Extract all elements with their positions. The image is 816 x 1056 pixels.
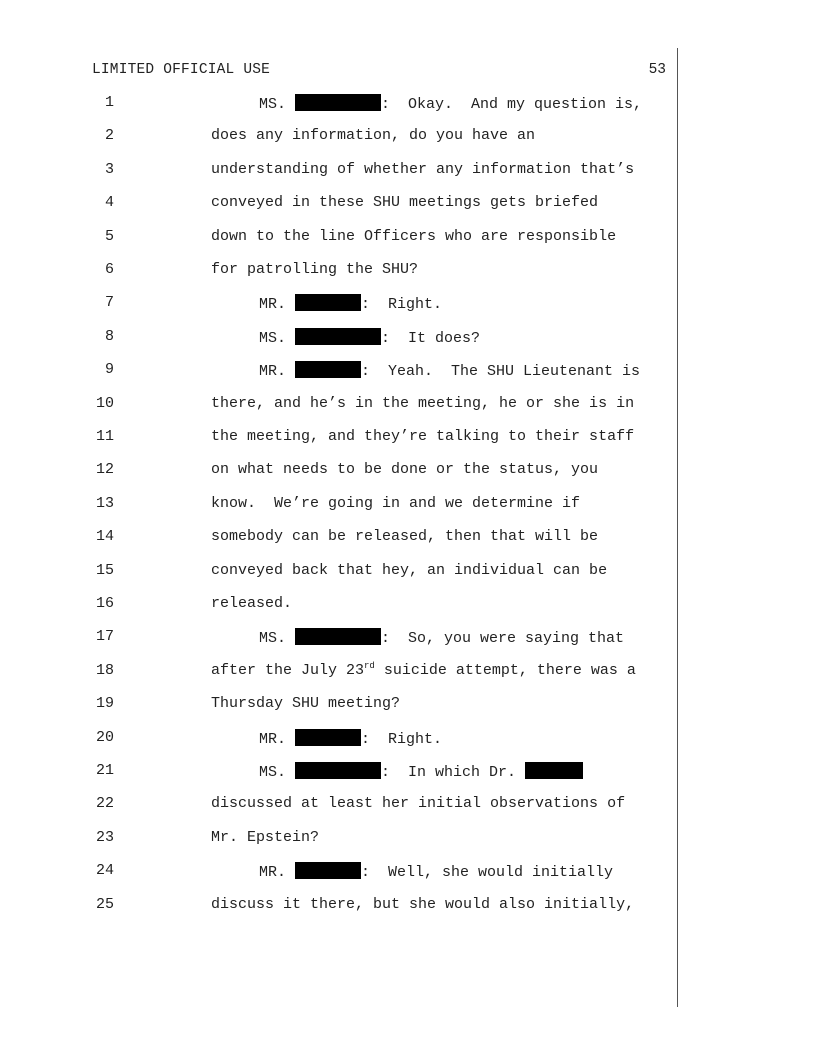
text-segment: know. We’re going in and we determine if	[211, 494, 581, 512]
redaction-box	[295, 729, 361, 746]
redaction-box	[295, 361, 361, 378]
line-number: 21	[95, 762, 114, 779]
line-text	[211, 228, 616, 245]
text-segment: : So, you were saying that	[381, 630, 625, 648]
line-number: 16	[95, 595, 114, 612]
line-text	[211, 595, 292, 612]
text-segment: MR.	[259, 363, 296, 381]
transcript-line	[0, 94, 816, 116]
text-segment: released.	[211, 595, 293, 612]
transcript-line	[0, 228, 816, 250]
line-number: 9	[104, 361, 114, 379]
line-number: 20	[95, 728, 114, 746]
redaction-box	[295, 328, 381, 345]
line-number: 22	[95, 795, 114, 813]
transcript-line	[0, 896, 816, 918]
transcript-line	[0, 729, 816, 751]
text-segment: suicide attempt, there was a	[374, 661, 636, 679]
line-text	[211, 896, 634, 913]
text-segment: understanding of whether any information that’s	[211, 160, 635, 178]
text-segment: : Well, she would initially	[361, 864, 614, 882]
transcript-line	[0, 528, 816, 550]
text-segment: after the July 23	[211, 661, 365, 679]
text-segment: there, and he’s in the meeting, he or she is in	[211, 394, 635, 412]
line-text	[211, 127, 535, 144]
text-segment: : Right.	[361, 730, 443, 748]
transcript-line	[0, 161, 816, 183]
line-number: 7	[104, 294, 114, 312]
line-text	[211, 695, 400, 712]
line-number: 15	[95, 561, 114, 579]
line-number: 14	[95, 528, 114, 546]
classification-header: LIMITED OFFICIAL USE	[92, 62, 271, 78]
line-text	[211, 495, 580, 512]
text-segment: discuss it there, but she would also initially,	[211, 895, 635, 913]
line-number: 1	[104, 94, 114, 111]
text-segment: discussed at least her initial observations of	[211, 795, 626, 813]
transcript-line	[0, 428, 816, 450]
text-segment: does any information, do you have an	[211, 127, 536, 145]
page-number: 53	[648, 62, 666, 78]
line-text	[259, 628, 624, 647]
transcript-line	[0, 562, 816, 584]
line-number: 8	[104, 327, 114, 345]
line-number: 19	[95, 695, 114, 713]
text-segment: MS.	[259, 96, 296, 113]
transcript-line	[0, 829, 816, 851]
text-segment: Mr. Epstein?	[211, 828, 320, 846]
line-number: 11	[95, 428, 114, 445]
superscript: rd	[364, 660, 375, 671]
text-segment: the meeting, and they’re talking to their staff	[211, 428, 635, 445]
text-segment: MS.	[259, 630, 296, 648]
text-segment: on what needs to be done or the status, you	[211, 461, 599, 479]
redaction-box	[295, 294, 361, 311]
text-segment: MS.	[259, 764, 296, 781]
line-number: 24	[95, 862, 114, 880]
text-segment: Thursday SHU meeting?	[211, 695, 401, 713]
transcript-line	[0, 862, 816, 884]
line-text	[211, 528, 598, 545]
redaction-box	[525, 762, 583, 779]
line-text	[211, 461, 598, 478]
text-segment: : Right.	[361, 296, 443, 314]
line-number: 3	[104, 160, 114, 178]
text-segment: somebody can be released, then that will be	[211, 528, 599, 546]
line-number: 18	[95, 661, 114, 679]
line-text	[259, 762, 583, 781]
line-number: 2	[104, 127, 114, 145]
line-text	[259, 94, 642, 113]
text-segment: MR.	[259, 296, 296, 314]
line-text	[211, 428, 634, 445]
text-segment: MS.	[259, 329, 296, 347]
redaction-box	[295, 862, 361, 879]
transcript-line	[0, 595, 816, 617]
line-number: 4	[104, 194, 114, 212]
line-text	[259, 294, 442, 313]
text-segment: : Okay. And my question is,	[381, 96, 643, 113]
transcript-line	[0, 395, 816, 417]
transcript-line	[0, 762, 816, 784]
transcript-line	[0, 495, 816, 517]
transcript-line	[0, 695, 816, 717]
line-text	[211, 395, 634, 412]
transcript-line	[0, 328, 816, 350]
text-segment: : In which Dr.	[381, 764, 526, 781]
line-number: 13	[95, 494, 114, 512]
text-segment: MR.	[259, 730, 296, 748]
line-text	[211, 829, 319, 846]
line-number: 12	[95, 461, 114, 479]
text-segment: for patrolling the SHU?	[211, 261, 419, 278]
transcript-line	[0, 294, 816, 316]
text-segment: conveyed back that hey, an individual can be	[211, 561, 608, 579]
transcript-line	[0, 127, 816, 149]
text-segment: down to the line Officers who are responsible	[211, 227, 617, 245]
transcript-line	[0, 461, 816, 483]
transcript-line	[0, 194, 816, 216]
line-text	[259, 328, 480, 347]
transcript-line	[0, 361, 816, 383]
transcript-line	[0, 261, 816, 283]
line-text	[211, 161, 634, 178]
line-number: 6	[104, 261, 114, 278]
line-text	[211, 562, 607, 579]
line-text	[259, 361, 640, 380]
redaction-box	[295, 94, 381, 111]
text-segment: conveyed in these SHU meetings gets briefed	[211, 194, 599, 212]
line-text	[211, 261, 418, 278]
redaction-box	[295, 762, 381, 779]
text-segment: : Yeah. The SHU Lieutenant is	[361, 363, 641, 381]
transcript-line	[0, 662, 816, 684]
redaction-box	[295, 628, 381, 645]
line-number: 17	[95, 628, 114, 646]
text-segment: : It does?	[381, 329, 481, 347]
transcript-line	[0, 795, 816, 817]
line-text	[211, 194, 598, 211]
line-text	[211, 795, 625, 812]
line-text	[211, 662, 636, 679]
text-segment: MR.	[259, 864, 296, 882]
line-number: 23	[95, 828, 114, 846]
line-number: 25	[95, 895, 114, 913]
line-text	[259, 862, 613, 881]
line-number: 5	[104, 227, 114, 245]
line-number: 10	[95, 394, 114, 412]
line-text	[259, 729, 442, 748]
transcript-line	[0, 628, 816, 650]
